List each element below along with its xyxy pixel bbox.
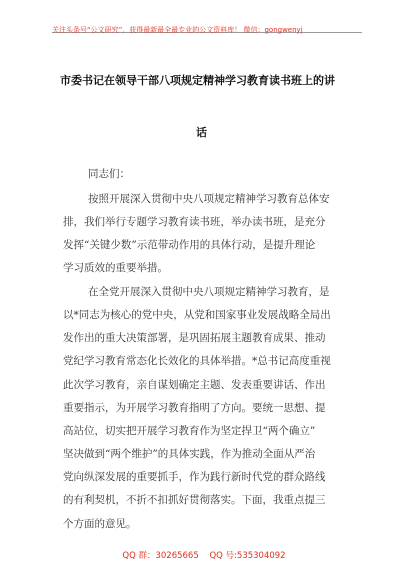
paragraph-line: 的有利契机，不折不扣抓好贯彻落实。下面，我重点提三 — [63, 494, 326, 506]
paragraph-line: 个方面的意见。 — [63, 518, 137, 530]
footer-contact — [0, 549, 408, 561]
paragraph-line: 排，我们举行专题学习教育读书班，举办读书班，是充分 — [63, 216, 326, 228]
document-title: 市委书记在领导干部八项规定精神学习教育读书班上的讲 — [60, 74, 335, 87]
qq-number: QQ 号:535304092 — [209, 551, 286, 561]
paragraph-line: 按照开展深入贯彻中央八项规定精神学习教育总体安 — [88, 193, 330, 205]
paragraph-line: 发作出的重大决策部署，是巩固拓展主题教育成果、推动 — [63, 332, 326, 344]
paragraph-line: 党纪学习教育常态化长效化的具体举措。*总书记高度重视 — [63, 355, 331, 367]
paragraph-line: 在全党开展深入贯彻中央八项规定精神学习教育，是 — [88, 286, 330, 298]
salutation: 同志们： — [88, 168, 130, 180]
header-banner-text: 关注头条号“公文研究”，获得最新最全最专业的公文资料库！ 微信：gongwenyj — [52, 26, 303, 34]
paragraph-line: 发挥“关键少数”示范带动作用的具体行动，是提升理论 — [63, 239, 316, 251]
header-banner — [52, 10, 362, 33]
paragraph-line: 此次学习教育，亲自谋划确定主题、发表重要讲话、作出 — [63, 379, 326, 391]
paragraph-line: 坚决做到“两个维护”的具体实践，作为推动全面从严治 — [63, 448, 316, 460]
paragraph-line: 重要指示，为开展学习教育指明了方向。要统一思想、提 — [63, 402, 326, 414]
paragraph-line: 以*同志为核心的党中央，从党和国家事业发展战略全局出 — [63, 309, 331, 321]
paragraph-line: 高站位，切实把开展学习教育作为坚定捍卫“两个确立” — [63, 425, 316, 437]
document-title-continued: 话 — [196, 126, 207, 139]
paragraph-line: 党向纵深发展的重要抓手，作为践行新时代党的群众路线 — [63, 471, 326, 483]
qq-group-number: QQ 群：30265665 — [122, 551, 199, 561]
paragraph-line: 学习质效的重要举措。 — [63, 262, 168, 274]
